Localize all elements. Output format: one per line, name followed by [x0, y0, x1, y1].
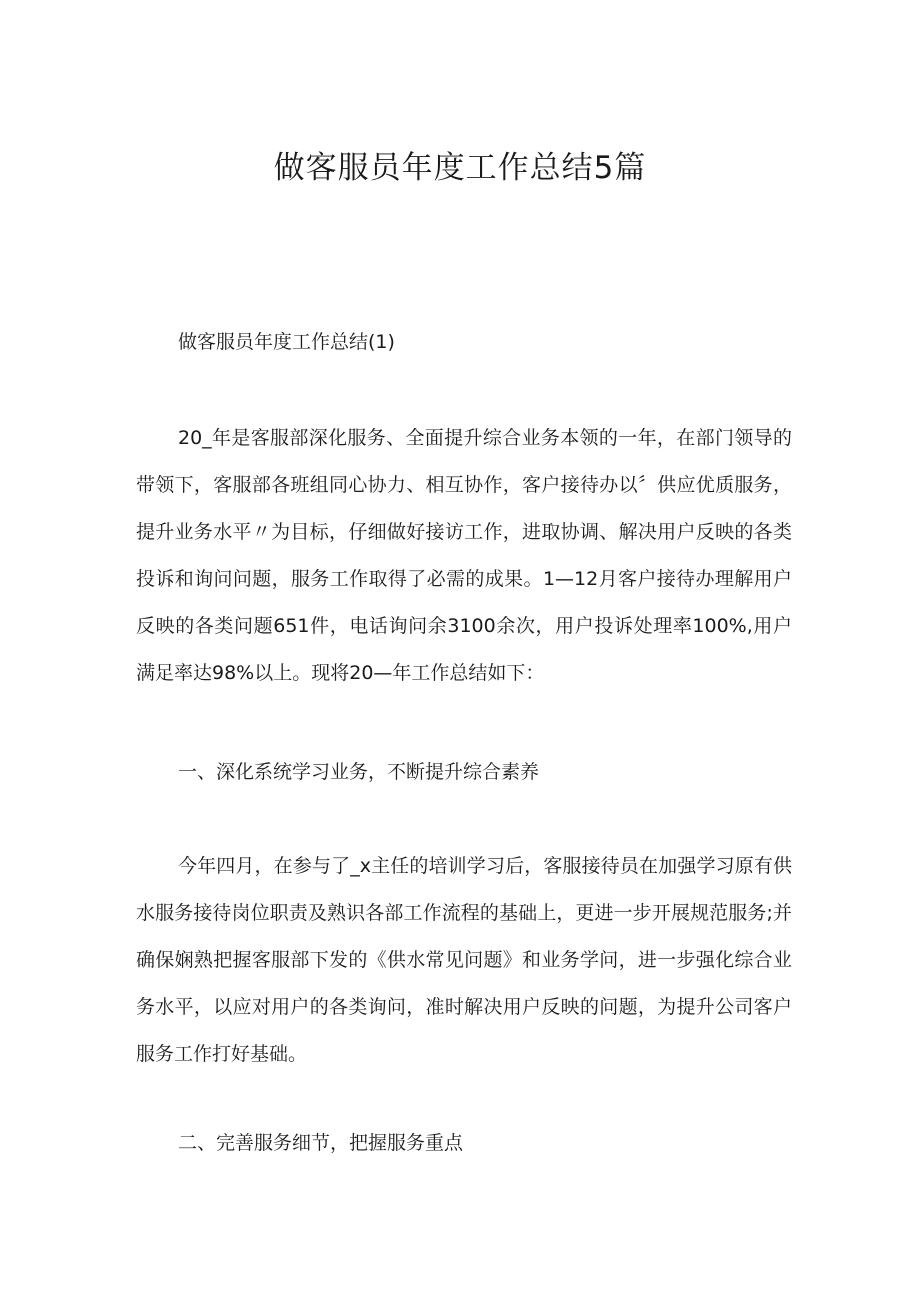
section-heading-2: 二、完善服务细节，把握服务重点 [178, 1132, 464, 1154]
paragraph-training: 今年四月，在参与了_x主任的培训学习后，客服接待员在加强学习原有供水服务接待岗位职责及熟识各部工作流程的基础上，更进一步开展规范服务;并确保娴熟把握客服部下发的《供水常见问题》和业务学问，进一步强化综合业务水平，以应对用户的各类询问，准时解决用户反映的问题，为提升公司客户服务工作打好基础。 [136, 855, 792, 1065]
section-heading-1: 一、深化系统学习业务，不断提升综合素养 [178, 761, 540, 783]
section-subtitle: 做客服员年度工作总结(1) [178, 331, 395, 353]
paragraph-intro: 20_年是客服部深化服务、全面提升综合业务本领的一年，在部门领导的带领下，客服部各班组同心协力、相互协作，客户接待办以〞供应优质服务，提升业务水平〃为目标，仔细做好接访工作，进取协调、解决用户反映的各类投诉和询问问题，服务工作取得了必需的成果。1—12月客户接待办理解用户反映的各类问题651件，电话询问余3100余次，用户投诉处理率100%,用户满足率达98%以上。现将20—年工作总结如下： [136, 427, 792, 684]
document-title: 做客服员年度工作总结5篇 [273, 150, 647, 186]
